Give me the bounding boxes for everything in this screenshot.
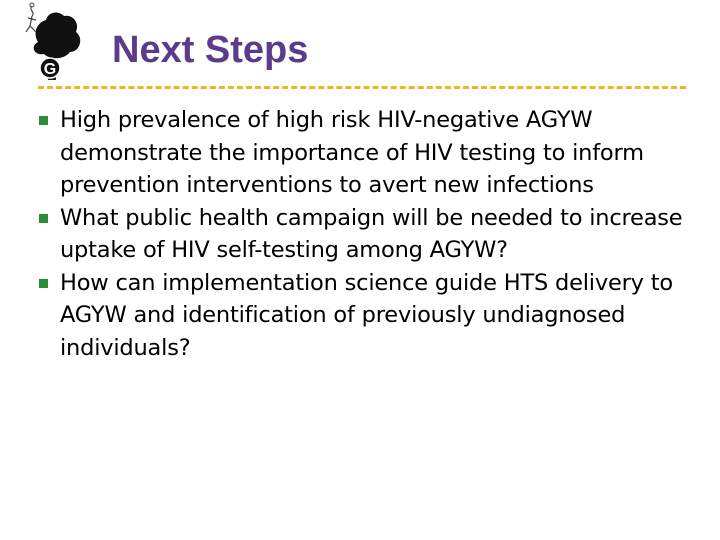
tree-logo-icon (14, 2, 90, 82)
square-bullet-icon (39, 116, 48, 125)
bullet-item (36, 202, 708, 267)
square-bullet-icon (39, 279, 48, 288)
bullet-item (36, 104, 708, 202)
title-divider (38, 86, 686, 89)
bullet-text: High prevalence of high risk HIV-negative AGYW demonstrate the importance of HIV testing to inform prevention interventions to avert new infections (60, 107, 644, 198)
bullet-text: How can implementation science guide HTS delivery to AGYW and identification of previously undiagnosed individuals? (60, 269, 673, 361)
bullet-text: What public health campaign will be needed to increase uptake of HIV self-testing among AGYW? (60, 204, 683, 263)
square-bullet-icon (39, 214, 48, 223)
bullet-list (36, 104, 708, 364)
slide-title: Next Steps (112, 29, 309, 71)
bullet-item (36, 267, 708, 365)
logo-letter: G (43, 61, 57, 78)
